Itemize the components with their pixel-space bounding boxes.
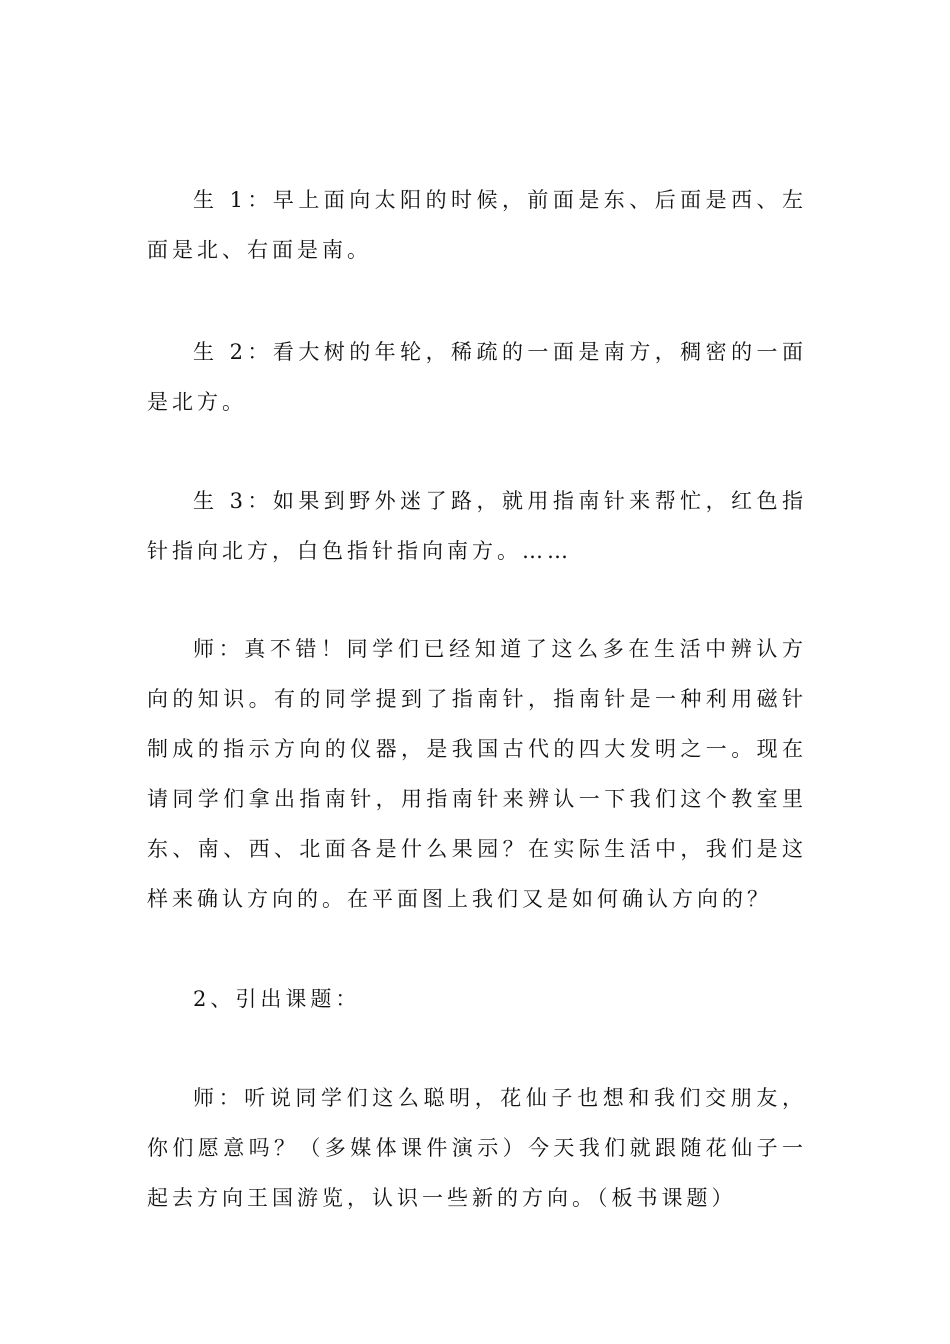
paragraph-student-3: 生 3：如果到野外迷了路，就用指南针来帮忙，红色指针指向北方，白色指针指向南方。…… (147, 489, 807, 563)
paragraph-teacher-1: 师：真不错！同学们已经知道了这么多在生活中辨认方向的知识。有的同学提到了指南针，指南针是一种利用磁针制成的指示方向的仪器，是我国古代的四大发明之一。现在请同学们拿出指南针，用指南针来辨认一下我们这个教室里东、南、西、北面各是什么果园？在实际生活中，我们是这样来确认方向的。在平面图上我们又是如何确认方向的？ (147, 637, 807, 911)
paragraph-teacher-2: 师：听说同学们这么聪明，花仙子也想和我们交朋友，你们愿意吗？（多媒体课件演示）今天我们就跟随花仙子一起去方向王国游览，认识一些新的方向。（板书课题） (147, 1086, 807, 1210)
paragraph-student-1: 生 1：早上面向太阳的时候，前面是东、后面是西、左面是北、右面是南。 (147, 188, 807, 262)
paragraph-student-2: 生 2：看大树的年轮，稀疏的一面是南方，稠密的一面是北方。 (147, 340, 807, 414)
section-heading: 2、引出课题： (193, 987, 361, 1011)
